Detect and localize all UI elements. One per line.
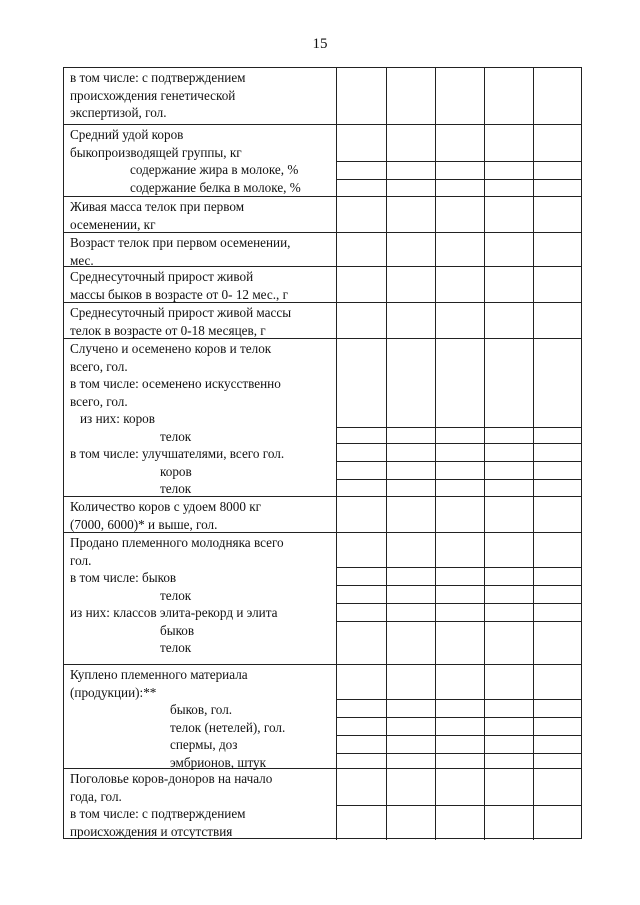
- value-entry-cell[interactable]: [435, 533, 484, 664]
- table-row: [64, 266, 581, 302]
- page-number: 15: [312, 36, 328, 52]
- value-entry-cell[interactable]: [435, 769, 484, 840]
- row-label-line: Живая масса телок при первом: [70, 199, 245, 214]
- table-row: [64, 68, 581, 124]
- value-entry-cell[interactable]: [435, 267, 484, 302]
- value-entry-cell[interactable]: [533, 125, 583, 196]
- value-entry-cell[interactable]: [484, 233, 533, 266]
- row-label-line: Среднесуточный прирост живой: [70, 269, 254, 284]
- value-entry-cell[interactable]: [386, 303, 435, 338]
- row-label-cell: [64, 125, 337, 196]
- row-label-line: эмбрионов, штук: [170, 754, 267, 770]
- value-entry-cell[interactable]: [386, 267, 435, 302]
- value-entry-cell[interactable]: [533, 197, 583, 232]
- row-label-line: гол.: [70, 552, 92, 568]
- value-entry-cell[interactable]: [435, 125, 484, 196]
- row-label-line: из них: классов элита-рекорд и элита: [70, 605, 278, 620]
- value-entry-cell[interactable]: [337, 267, 386, 302]
- value-entry-cell[interactable]: [386, 533, 435, 664]
- value-entry-cell[interactable]: [484, 303, 533, 338]
- value-entry-cell[interactable]: [337, 125, 386, 196]
- value-entry-cell[interactable]: [386, 769, 435, 840]
- row-label-line: массы быков в возрасте от 0- 12 мес., г: [70, 286, 288, 302]
- table-row: [64, 664, 581, 768]
- row-label-line: Продано племенного молодняка всего: [70, 535, 284, 550]
- row-label-line: в том числе: с подтверждением: [70, 806, 246, 821]
- table-row: [64, 532, 581, 664]
- row-label-line: в том числе: осеменено искусственно: [70, 376, 281, 391]
- row-label-cell: [64, 665, 337, 768]
- value-entry-cell[interactable]: [386, 665, 435, 768]
- row-label-line: коров: [160, 463, 192, 479]
- row-label-line: (продукции):**: [70, 684, 157, 700]
- value-entry-cell[interactable]: [337, 339, 386, 496]
- value-entry-cell[interactable]: [533, 497, 583, 532]
- value-entry-cell[interactable]: [337, 665, 386, 768]
- row-label-line: экспертизой, гол.: [70, 105, 167, 120]
- row-label-line: содержание жира в молоке, %: [130, 162, 299, 177]
- value-entry-cell[interactable]: [337, 769, 386, 840]
- row-label-line: содержание белка в молоке, %: [130, 179, 301, 195]
- value-entry-cell[interactable]: [533, 769, 583, 840]
- row-label-line: спермы, доз: [170, 737, 238, 752]
- table-row: [64, 338, 581, 496]
- table-row: [64, 232, 581, 266]
- value-entry-cell[interactable]: [484, 533, 533, 664]
- row-label-cell: [64, 533, 337, 664]
- row-label-line: Среднесуточный прирост живой массы: [70, 305, 292, 320]
- row-label-line: всего, гол.: [70, 358, 128, 374]
- value-entry-cell[interactable]: [533, 267, 583, 302]
- value-entry-cell[interactable]: [386, 125, 435, 196]
- value-entry-cell[interactable]: [386, 68, 435, 124]
- value-entry-cell[interactable]: [484, 197, 533, 232]
- value-entry-cell[interactable]: [337, 233, 386, 266]
- value-entry-cell[interactable]: [337, 68, 386, 124]
- value-entry-cell[interactable]: [484, 339, 533, 496]
- row-label-line: года, гол.: [70, 788, 122, 804]
- row-label-line: из них: коров: [80, 411, 155, 426]
- row-label-line: быков, гол.: [170, 702, 233, 717]
- row-label-cell: [64, 339, 337, 496]
- value-entry-cell[interactable]: [484, 497, 533, 532]
- row-label-cell: [64, 233, 337, 266]
- row-label-line: телок: [160, 587, 192, 603]
- row-label-cell: [64, 197, 337, 232]
- value-entry-cell[interactable]: [435, 497, 484, 532]
- row-label-line: в том числе: с подтверждением: [70, 70, 246, 85]
- row-label-cell: [64, 769, 337, 840]
- row-label-cell: [64, 303, 337, 338]
- livestock-report-table: [63, 67, 582, 839]
- row-label-line: телок: [160, 428, 192, 444]
- value-entry-cell[interactable]: [435, 233, 484, 266]
- value-entry-cell[interactable]: [337, 303, 386, 338]
- row-label-cell: [64, 68, 337, 124]
- row-label-line: Средний удой коров: [70, 127, 184, 142]
- value-entry-cell[interactable]: [533, 303, 583, 338]
- row-label-line: телок (нетелей), гол.: [170, 719, 286, 735]
- row-label-line: мес.: [70, 252, 94, 268]
- value-entry-cell[interactable]: [484, 665, 533, 768]
- row-label-line: в том числе: быков: [70, 570, 177, 585]
- value-entry-cell[interactable]: [386, 497, 435, 532]
- row-label-line: быков: [160, 622, 195, 638]
- row-label-line: Поголовье коров-доноров на начало: [70, 771, 273, 786]
- value-entry-cell[interactable]: [484, 125, 533, 196]
- row-label-line: телок: [160, 481, 192, 496]
- row-label-line: всего, гол.: [70, 393, 128, 409]
- table-row: [64, 496, 581, 532]
- row-label-cell: [64, 267, 337, 302]
- value-entry-cell[interactable]: [484, 267, 533, 302]
- value-entry-cell[interactable]: [386, 197, 435, 232]
- row-label-line: телок в возрасте от 0-18 месяцев, г: [70, 322, 266, 338]
- row-label-line: (7000, 6000)* и выше, гол.: [70, 516, 218, 532]
- value-entry-cell[interactable]: [435, 339, 484, 496]
- value-entry-cell[interactable]: [533, 233, 583, 266]
- table-row: [64, 302, 581, 338]
- value-entry-cell[interactable]: [337, 533, 386, 664]
- value-entry-cell[interactable]: [386, 233, 435, 266]
- value-entry-cell[interactable]: [337, 197, 386, 232]
- row-label-line: Куплено племенного материала: [70, 667, 248, 682]
- value-entry-cell[interactable]: [386, 339, 435, 496]
- row-label-line: быкопроизводящей группы, кг: [70, 144, 242, 160]
- row-label-line: происхождения генетической: [70, 87, 236, 103]
- row-label-line: происхождения и отсутствия: [70, 823, 233, 839]
- row-label-cell: [64, 497, 337, 532]
- row-label-line: телок: [160, 640, 192, 655]
- value-entry-cell[interactable]: [533, 533, 583, 664]
- value-entry-cell[interactable]: [337, 497, 386, 532]
- value-entry-cell[interactable]: [484, 68, 533, 124]
- value-entry-cell[interactable]: [435, 303, 484, 338]
- table-row: [64, 196, 581, 232]
- value-entry-cell[interactable]: [484, 769, 533, 840]
- value-entry-cell[interactable]: [435, 197, 484, 232]
- value-entry-cell[interactable]: [533, 339, 583, 496]
- value-entry-cell[interactable]: [533, 68, 583, 124]
- value-entry-cell[interactable]: [435, 665, 484, 768]
- table-row: [64, 124, 581, 196]
- row-label-line: Возраст телок при первом осеменении,: [70, 235, 291, 250]
- row-label-line: Количество коров с удоем 8000 кг: [70, 499, 262, 514]
- row-label-line: в том числе: улучшателями, всего гол.: [70, 446, 285, 461]
- row-label-line: осеменении, кг: [70, 216, 156, 232]
- value-entry-cell[interactable]: [435, 68, 484, 124]
- row-label-line: Случено и осеменено коров и телок: [70, 341, 272, 356]
- value-entry-cell[interactable]: [533, 665, 583, 768]
- table-row: [64, 768, 581, 840]
